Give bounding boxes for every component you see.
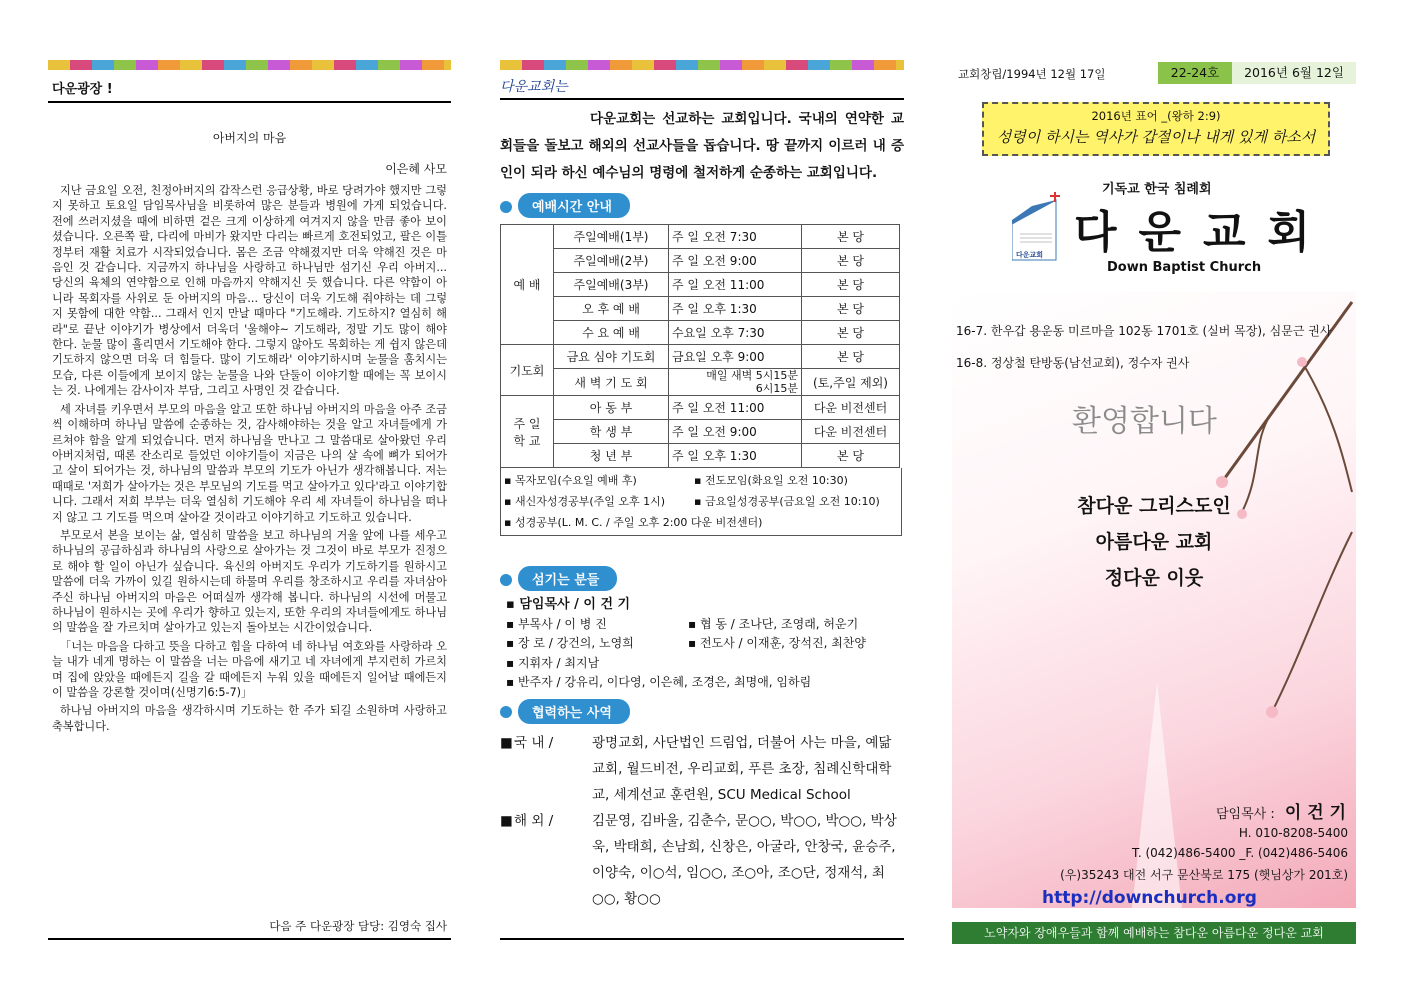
service-name: 주일예배(2부) xyxy=(554,249,669,273)
right-column xyxy=(952,60,1356,940)
issue-date: 2016년 6월 12일 xyxy=(1232,62,1356,84)
service-place: (토,주일 제외) xyxy=(802,369,900,396)
missions-section-header xyxy=(500,699,904,724)
slogan-line: 정다운 이웃 xyxy=(1104,567,1204,589)
schedule-row xyxy=(501,225,900,249)
left-column xyxy=(48,60,451,940)
note-item: ▪ 성경공부(L. M. C. / 주일 오후 2:00 다운 비전센터) xyxy=(504,516,763,529)
intro-text: 다운교회는 선교하는 교회입니다. 국내의 연약한 교회들을 돌보고 해외의 선교사들을 돕습니다. 땅 끝까지 이르러 내 증인이 되라 하신 예수님의 명령에 철저하게 순종하는 교회입니다. xyxy=(500,111,904,181)
pastor-phone: H. 010-8208-5400 xyxy=(1238,826,1348,840)
issue-number: 22-24호 xyxy=(1158,62,1232,84)
mission-label-wrap: 해 외 / xyxy=(514,812,554,829)
service-place: 본 당 xyxy=(802,273,900,297)
divider xyxy=(500,938,904,940)
service-place: 본 당 xyxy=(802,321,900,345)
article-title: 아버지의 마음 xyxy=(212,131,287,145)
article-paragraph: 하나님 아버지의 마음을 생각하시며 기도하는 한 주가 되길 소원하며 사랑하고 축복합니다. xyxy=(52,704,447,733)
servant-row xyxy=(506,673,904,693)
servant-item: ▪ 부목사 / 이 병 진 xyxy=(506,616,607,631)
note-item: ▪ 금요일성경공부(금요일 오전 10:10) xyxy=(694,495,880,508)
service-name: 새 벽 기 도 회 xyxy=(554,369,669,396)
service-place: 다운 비전센터 xyxy=(802,420,900,444)
servants-section-header xyxy=(500,566,904,591)
service-time: 매일 새벽 5시15분 6시15분 xyxy=(669,369,802,396)
founded-date: 교회창립/1994년 12월 17일 xyxy=(958,67,1106,81)
denomination: 기독교 한국 침례회 xyxy=(1102,182,1212,197)
pastor-name: 이 건 기 xyxy=(1284,803,1346,823)
service-time: 주 일 오후 1:30 xyxy=(669,444,802,468)
divider xyxy=(48,101,451,103)
slogan-line: 참다운 그리스도인 xyxy=(1077,495,1231,517)
missions-list xyxy=(500,730,904,912)
rainbow-bar xyxy=(48,60,451,70)
article-author: 이은혜 사모 xyxy=(385,162,447,176)
servant-item: ▪ 협 동 / 조나단, 조영래, 허운기 xyxy=(688,616,859,631)
article-body xyxy=(48,183,451,734)
servant-item: ▪ 지휘자 / 최지남 xyxy=(506,655,600,670)
service-place: 본 당 xyxy=(802,225,900,249)
square-bullet-icon: ■ xyxy=(500,812,513,829)
schedule-group-label: 주 일 학 교 xyxy=(501,396,554,468)
article-paragraph: 지난 금요일 오전, 친정아버지의 갑작스런 응급상황, 바로 당려가야 했지만 그렇지 못하고 토요일 담임목사님을 비롯하여 많은 분들과 병원에 가게 되었습니다. 전에 쓰러지셨을 때에 비하면 겉은 크게 이상하게 여겨지지 않을 만큼 좋아 보이셨습니다. 오른쪽 팔, 다리에 마비가 왔지만 다리는 빠르게 호전되었고, 팔은 이틀 정부터 재활 치료가 시작되었습니다. 몸은 조금 약해졌지만 더욱 약해진 것은 마음인 것 같습니다. 지금까지 하나님을 사랑하고 하나님만 섬기신 우리 아버지... 당신의 육체의 연약함으로 인해 마음까지 약해지신 듯 했습니다. 다른 약함이 아니라 목회자를 사위로 둔 아버지의 마음... 당신이 더욱 기도해 줘야하는 데 그렇지 못함에 대한 약함... 그래서 인지 만날 때마다 "기도해라. 기도하지? 열심히 해라"로 끝난 이야기가 병상에서 더욱더 '울해야~ 기도해라, 정말 기도 많이 해야 한다. 눈물 많이 흘리면서 기도해야 한다. 그렇지 않아도 목회하는 게 쉽지 않은데 기도하지 않으면 더욱 더 힘들다. 많이 기도해라' 이야기하시며 눈물을 훔치시는 모습, 다른 이들에게 보이지 않는 눈물을 나와 단둘이 이야기할 때에는 꼭 보이시는 것. 나에게는 감사이자 부담, 그리고 사명인 것 같습니다. xyxy=(52,184,447,398)
servants-list xyxy=(500,595,904,693)
column-header: 다운교회는 xyxy=(500,76,904,100)
schedule-row xyxy=(501,369,900,396)
square-bullet-icon: ■ xyxy=(500,734,513,751)
service-place: 다운 비전센터 xyxy=(802,396,900,420)
schedule-row xyxy=(501,396,900,420)
servant-item: ▪ 반주자 / 강유리, 이다영, 이은혜, 조경은, 최명애, 임하림 xyxy=(506,675,812,689)
schedule-group-label: 예 배 xyxy=(501,225,554,345)
mission-label: 해 외 xyxy=(514,812,545,829)
service-place: 본 당 xyxy=(802,444,900,468)
motto-box xyxy=(982,102,1330,156)
rainbow-bar xyxy=(500,60,904,70)
note-item: ▪ 새신자성경공부(주일 오후 1시) xyxy=(504,495,666,508)
schedule-row xyxy=(501,444,900,468)
service-place: 본 당 xyxy=(802,345,900,369)
service-time: 금요일 오후 9:00 xyxy=(669,345,802,369)
mission-item xyxy=(500,730,904,808)
service-place: 본 당 xyxy=(802,297,900,321)
footer-banner: 노약자와 장애우들과 함께 예배하는 참다운 아름다운 정다운 교회 xyxy=(952,922,1356,944)
service-place: 본 당 xyxy=(802,249,900,273)
service-time: 수요일 오후 7:30 xyxy=(669,321,802,345)
welcome-panel xyxy=(952,292,1356,908)
note-item: ▪ 목자모임(수요일 예배 후) xyxy=(504,474,637,487)
service-time: 주 일 오전 7:30 xyxy=(669,225,802,249)
service-name: 오 후 예 배 xyxy=(554,297,669,321)
servant-row xyxy=(506,615,904,635)
bullet-icon xyxy=(500,706,512,718)
schedule-row xyxy=(501,273,900,297)
schedule-notes xyxy=(500,468,902,536)
service-name: 주일예배(3부) xyxy=(554,273,669,297)
mission-item xyxy=(500,808,904,912)
column-header: 다운광장 ! xyxy=(52,82,113,97)
lead-pastor: ▪ 담임목사 / 이 건 기 xyxy=(506,597,631,612)
service-name: 아 동 부 xyxy=(554,396,669,420)
service-name: 학 생 부 xyxy=(554,420,669,444)
service-time: 주 일 오전 9:00 xyxy=(669,420,802,444)
schedule-group-label: 기도회 xyxy=(501,345,554,396)
service-name: 수 요 예 배 xyxy=(554,321,669,345)
mission-text: 김문영, 김바울, 김춘수, 문○○, 박○○, 박○○, 박상욱, 박태희, 손남희, 신창은, 아굴라, 안창국, 윤승주, 이양숙, 이○석, 임○○, 조○아, 조○단, 정재석, 최○○, 황○○ xyxy=(592,812,897,907)
pastor-label: 담임목사 : xyxy=(1216,807,1275,822)
schedule-row xyxy=(501,249,900,273)
mission-label-wrap: 국 내 / xyxy=(514,734,554,751)
servant-item: ▪ 장 로 / 강건의, 노영희 xyxy=(506,636,634,650)
bullet-icon xyxy=(500,201,512,213)
schedule-section-header xyxy=(500,193,904,218)
website-link[interactable]: http://downchurch.org xyxy=(1042,888,1257,908)
service-name: 금요 심야 기도회 xyxy=(554,345,669,369)
middle-column xyxy=(500,60,904,940)
pastor-line xyxy=(1216,798,1346,823)
article-paragraph: 세 자녀를 키우면서 부모의 마음을 알고 또한 하나님 아버지의 마음을 아주 조금씩 이해하며 하나님 말씀에 순종하는 것, 감사해야하는 것을 알고 자녀들에게 가르쳐야 함을 알게 되었습니다. 먼저 하나님을 만나고 그 말씀대로 살아왔던 우리 아버지처럼, 때론 잔소리로 들었던 이야기들이 지금은 나의 살 속에 뼈가 되어가고 살이 되어가는 것, 하나님의 말씀과 부모의 기도가 아닌가 생각해봅니다. 저는 때때로 '저희가 살아가는 것은 부모님의 기도를 먹고 살아가고 있다'라고 이야기합니다. 그래서 저희 부부는 더욱 열심히 기도해야 우리 세 자녀들이 하나님을 떠나지 않고 그 기도를 먹으며 살아갈 것이라고 이야기하고 기도하고 있습니다. xyxy=(52,402,447,524)
schedule-row xyxy=(501,321,900,345)
service-name: 청 년 부 xyxy=(554,444,669,468)
schedule-row xyxy=(501,345,900,369)
slogan-line: 아름다운 교회 xyxy=(1095,531,1213,553)
newcomer-item: 16-7. 한우갑 용운동 미르마을 102동 1701호 (실버 목장), 심문근 권사 xyxy=(956,324,1332,338)
article-paragraph: 「너는 마음을 다하고 뜻을 다하고 힘을 다하여 네 하나님 여호와를 사랑하라 오늘 내가 네게 명하는 이 말씀을 너는 마음에 새기고 네 자녀에게 부지런히 가르치며 집에 앉았을 때에든지 길을 갈 때에든지 누워 있을 때에든지 일어날 때에든지 이 말씀을 강론할 것이며(신명기6:5-7)」 xyxy=(52,639,447,699)
note-row xyxy=(504,470,898,491)
slogan-block xyxy=(952,488,1356,596)
section-title: 협력하는 사역 xyxy=(518,699,630,724)
newcomer-item: 16-8. 정상철 탄방동(남선교회), 정수자 권사 xyxy=(956,356,1190,370)
article-paragraph: 부모로서 본을 보이는 삶, 열심히 말씀을 보고 하나님의 거울 앞에 나를 세우고 하나님의 공급하심과 하나님의 사랑으로 살아가는 것 그것이 바로 부모가 진정으로 해야 할 일이 아닌가 싶습니다. 육신의 아버지도 우리가 기도하기를 원하시고 말씀에 더욱 가까이 있길 원하시는데 하물며 우리를 창조하시고 우리를 자녀삼아 주신 하나님 아버지의 마음은 어떠실까 생각해 봅니다. 하나님의 시선에 머물고 하나님이 원하시는 곳에 우리가 향하고 있는지, 또한 우리의 자녀들에게도 하나님의 말씀을 잘 가르치며 살아가고 있는지 돌아보는 시간이었습니다. xyxy=(52,528,447,635)
motto-year: 2016년 표어 _(왕하 2:9) xyxy=(1091,109,1221,123)
church-name-en: Down Baptist Church xyxy=(1107,260,1262,275)
service-time: 주 일 오후 1:30 xyxy=(669,297,802,321)
church-masthead xyxy=(952,156,1356,296)
church-phone: T. (042)486-5400 _F. (042)486-5406 xyxy=(1131,846,1348,860)
servant-row xyxy=(506,654,904,674)
schedule-table xyxy=(500,224,900,468)
service-time: 주 일 오전 9:00 xyxy=(669,249,802,273)
church-logo xyxy=(1012,190,1070,262)
servant-row xyxy=(506,634,904,654)
note-row xyxy=(504,491,898,512)
schedule-row xyxy=(501,420,900,444)
mission-text: 광명교회, 사단법인 드림업, 더불어 사는 마을, 예닮교회, 월드비전, 우리교회, 푸른 초장, 침례신학대학교, 세계선교 훈련원, SCU Medical School xyxy=(592,734,892,803)
section-title: 섬기는 분들 xyxy=(518,566,617,591)
welcome-text: 환영합니다 xyxy=(1072,404,1217,439)
schedule-row xyxy=(501,297,900,321)
motto-text: 성령이 하시는 역사가 갑절이나 내게 있게 하소서 xyxy=(996,128,1316,146)
church-name: 다운교회 xyxy=(1074,207,1333,258)
service-name: 주일예배(1부) xyxy=(554,225,669,249)
divider xyxy=(48,938,451,940)
service-time: 주 일 오전 11:00 xyxy=(669,273,802,297)
logo-text: 다운교회 xyxy=(1016,251,1044,259)
note-row xyxy=(504,512,898,533)
section-title: 예배시간 안내 xyxy=(518,193,630,218)
service-time: 주 일 오전 11:00 xyxy=(669,396,802,420)
bullet-icon xyxy=(500,574,512,586)
servant-item: ▪ 전도사 / 이재훈, 장석진, 최찬양 xyxy=(688,636,866,650)
mission-label: 국 내 xyxy=(514,734,545,751)
note-item: ▪ 전도모임(화요일 오전 10:30) xyxy=(694,474,848,487)
next-week-note: 다음 주 다운광장 담당: 김영숙 집사 xyxy=(269,919,447,933)
church-address: (우)35243 대전 서구 문산북로 175 (햇님상가 201호) xyxy=(1060,868,1348,882)
issue-bar xyxy=(952,60,1356,86)
